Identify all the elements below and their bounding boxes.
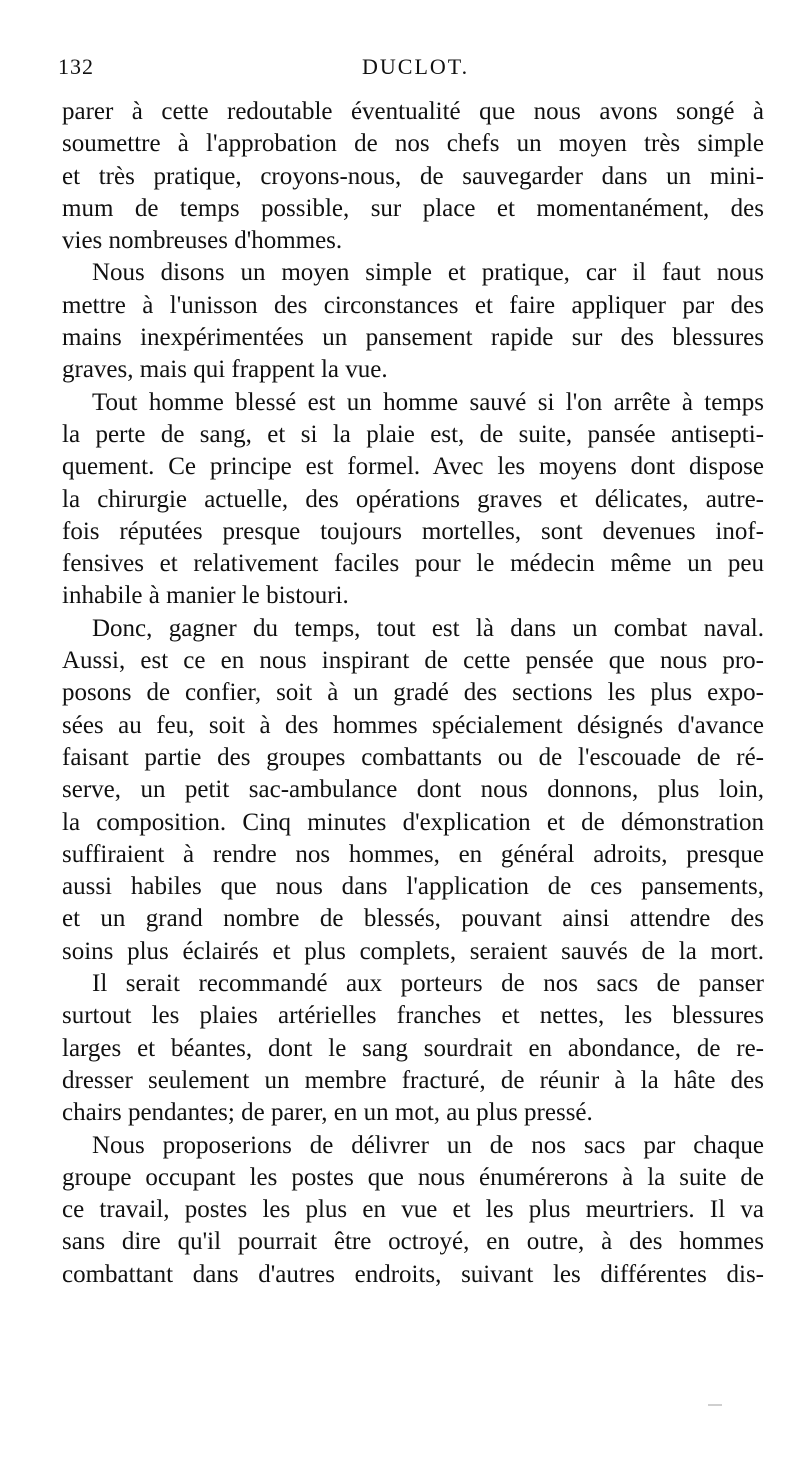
text-line: mettre à l'unisson des circonstances et faire appliquer par des — [62, 291, 764, 319]
text-line: mum de temps possible, sur place et momentanément, des — [62, 194, 764, 222]
text-line: Il serait recommandé aux porteurs de nos sacs de panser — [92, 970, 764, 998]
text-line: parer à cette redoutable éventualité que nous avons songé à — [62, 98, 764, 125]
page-header — [58, 54, 760, 88]
text-line: mains inexpérimentées un pansement rapide sur des blessures — [62, 324, 764, 352]
text-line: fois réputées presque toujours mortelles, sont devenues inof- — [62, 517, 764, 545]
text-line: et très pratique, croyons-nous, de sauvegarder dans un mini- — [62, 162, 764, 190]
text-line: Nous proposerions de délivrer un de nos sacs par chaque — [92, 1131, 764, 1159]
text-line: la composition. Cinq minutes d'explication et de démonstration — [62, 808, 764, 836]
text-line: fensives et relativement faciles pour le médecin même un peu — [62, 550, 764, 578]
page-number: 132 — [58, 54, 94, 79]
text-line: sans dire qu'il pourrait être octroyé, en outre, à des hommes — [62, 1228, 764, 1256]
text-line: aussi habiles que nous dans l'application de ces pansements, — [62, 873, 764, 901]
text-line: suffiraient à rendre nos hommes, en général adroits, presque — [62, 840, 764, 868]
text-line: inhabile à manier le bistouri. — [62, 582, 349, 610]
text-line: combattant dans d'autres endroits, suivant les différentes dis- — [62, 1260, 764, 1288]
text-line: serve, un petit sac-ambulance dont nous donnons, plus loin, — [62, 776, 764, 804]
text-line: quement. Ce principe est formel. Avec les moyens dont dispose — [62, 453, 764, 481]
text-line: larges et béantes, dont le sang sourdrait en abondance, de re- — [62, 1034, 764, 1062]
text-line: chairs pendantes; de parer, en un mot, au plus pressé. — [62, 1099, 593, 1127]
margin-mark — [708, 1404, 722, 1406]
text-line: Nous disons un moyen simple et pratique, car il faut nous — [92, 259, 764, 287]
text-line: Donc, gagner du temps, tout est là dans un combat naval. — [92, 614, 764, 642]
text-line: vies nombreuses d'hommes. — [62, 227, 343, 255]
text-line: et un grand nombre de blessés, pouvant ainsi attendre des — [62, 905, 764, 933]
text-line: graves, mais qui frappent la vue. — [62, 356, 388, 384]
text-line: Aussi, est ce en nous inspirant de cette pensée que nous pro- — [62, 647, 764, 675]
text-line: faisant partie des groupes combattants ou de l'escouade de ré- — [62, 743, 764, 771]
body-text — [62, 96, 764, 1291]
text-line: soins plus éclairés et plus complets, seraient sauvés de la mort. — [62, 937, 764, 965]
text-line: surtout les plaies artérielles franches et nettes, les blessures — [62, 1002, 764, 1030]
text-line: ce travail, postes les plus en vue et les plus meurtriers. Il va — [62, 1196, 764, 1224]
text-line: dresser seulement un membre fracturé, de réunir à la hâte des — [62, 1066, 764, 1094]
text-line: la perte de sang, et si la plaie est, de suite, pansée antisepti- — [62, 420, 764, 448]
text-line: la chirurgie actuelle, des opérations graves et délicates, autre- — [62, 485, 764, 513]
running-head: DUCLOT. — [362, 54, 470, 79]
text-line: posons de confier, soit à un gradé des sections les plus expo- — [62, 679, 764, 707]
text-line: sées au feu, soit à des hommes spécialement désignés d'avance — [62, 711, 764, 739]
text-line: Tout homme blessé est un homme sauvé si l'on arrête à temps — [92, 388, 764, 416]
text-line: groupe occupant les postes que nous énumérerons à la suite de — [62, 1163, 764, 1191]
text-line: soumettre à l'approbation de nos chefs un moyen très simple — [62, 130, 764, 158]
